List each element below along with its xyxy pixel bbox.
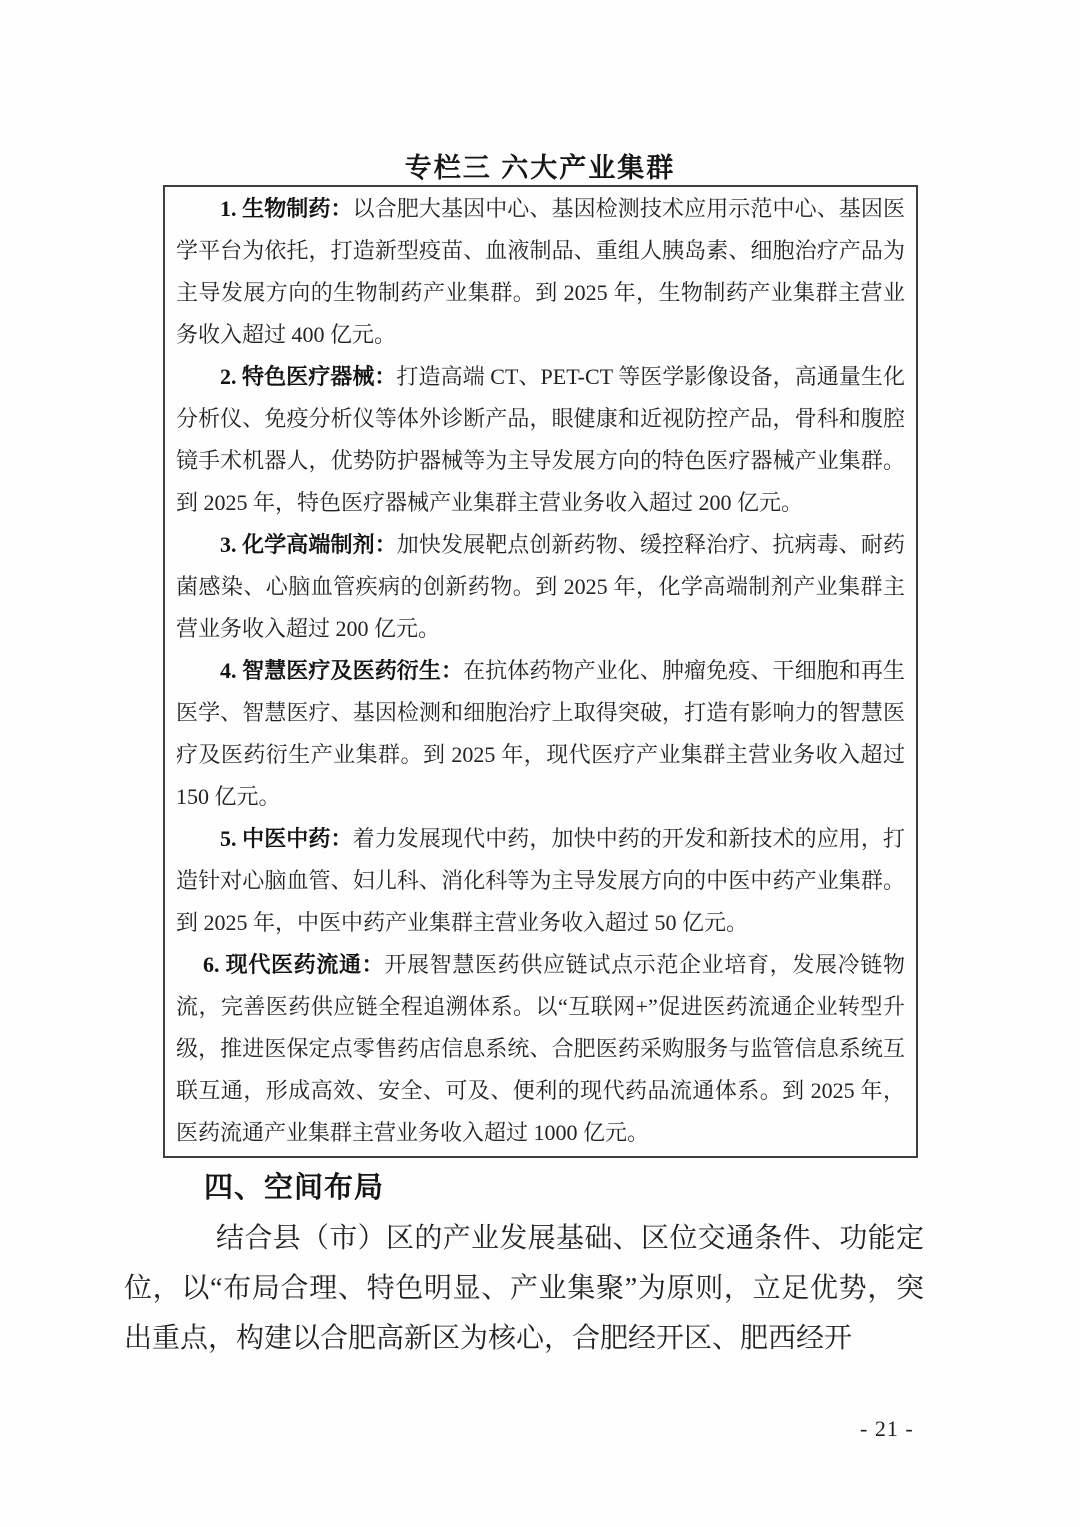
cluster-text: 在抗体药物产业化、肿瘤免疫、干细胞和再生医学、智慧医疗、基因检测和细胞治疗上取得突破，打造有影响力的智慧医疗及医药衍生产业集群。到 2025 年，现代医疗产业集群主营业务收入超过 150 亿元。 xyxy=(176,658,905,809)
cluster-text: 以合肥大基因中心、基因检测技术应用示范中心、基因医学平台为依托，打造新型疫苗、血液制品、重组人胰岛素、细胞治疗产品为主导发展方向的生物制药产业集群。到 2025 年，生物制药产业集群主营业务收入超过 400 亿元。 xyxy=(176,196,905,347)
cluster-item-4 xyxy=(176,650,905,818)
box-title: 专栏三 六大产业集群 xyxy=(404,153,676,183)
industry-clusters-box xyxy=(163,185,918,1158)
cluster-item-5 xyxy=(176,818,905,944)
cluster-label: 3. 化学高端制剂： xyxy=(220,532,397,557)
cluster-label: 2. 特色医疗器械： xyxy=(220,364,397,389)
cluster-text: 开展智慧医药供应链试点示范企业培育，发展冷链物流，完善医药供应链全程追溯体系。以“互联网+”促进医药流通企业转型升级，推进医保定点零售药店信息系统、合肥医药采购服务与监管信息系统互联互通，形成高效、安全、可及、便利的现代药品流通体系。到 2025 年，医药流通产业集群主营业务收入超过 1000 亿元。 xyxy=(176,952,905,1145)
cluster-label: 1. 生物制药： xyxy=(220,196,353,221)
section-spatial-layout xyxy=(124,1170,924,1364)
cluster-item-1 xyxy=(176,188,905,356)
cluster-label: 6. 现代医药流通： xyxy=(203,952,385,977)
section-paragraph: 结合县（市）区的产业发展基础、区位交通条件、功能定位，以“布局合理、特色明显、产业集聚”为原则，立足优势，突出重点，构建以合肥高新区为核心，合肥经开区、肥西经开 xyxy=(124,1223,924,1354)
cluster-label: 4. 智慧医疗及医药衍生： xyxy=(220,658,464,683)
cluster-item-3 xyxy=(176,524,905,650)
cluster-item-2 xyxy=(176,356,905,524)
cluster-item-6 xyxy=(176,944,905,1154)
page-number: - 21 - xyxy=(860,1416,914,1441)
cluster-text: 打造高端 CT、PET-CT 等医学影像设备，高通量生化分析仪、免疫分析仪等体外诊断产品，眼健康和近视防控产品，骨科和腹腔镜手术机器人，优势防护器械等为主导发展方向的特色医疗器械产业集群。到 2025 年，特色医疗器械产业集群主营业务收入超过 200 亿元。 xyxy=(176,364,905,515)
cluster-text: 着力发展现代中药，加快中药的开发和新技术的应用，打造针对心脑血管、妇儿科、消化科等为主导发展方向的中医中药产业集群。到 2025 年，中医中药产业集群主营业务收入超过 50 亿元。 xyxy=(176,826,905,935)
cluster-text: 加快发展靶点创新药物、缓控释治疗、抗病毒、耐药菌感染、心脑血管疾病的创新药物。到 2025 年，化学高端制剂产业集群主营业务收入超过 200 亿元。 xyxy=(176,532,905,641)
section-heading: 四、空间布局 xyxy=(204,1172,385,1204)
cluster-label: 5. 中医中药： xyxy=(220,826,353,851)
